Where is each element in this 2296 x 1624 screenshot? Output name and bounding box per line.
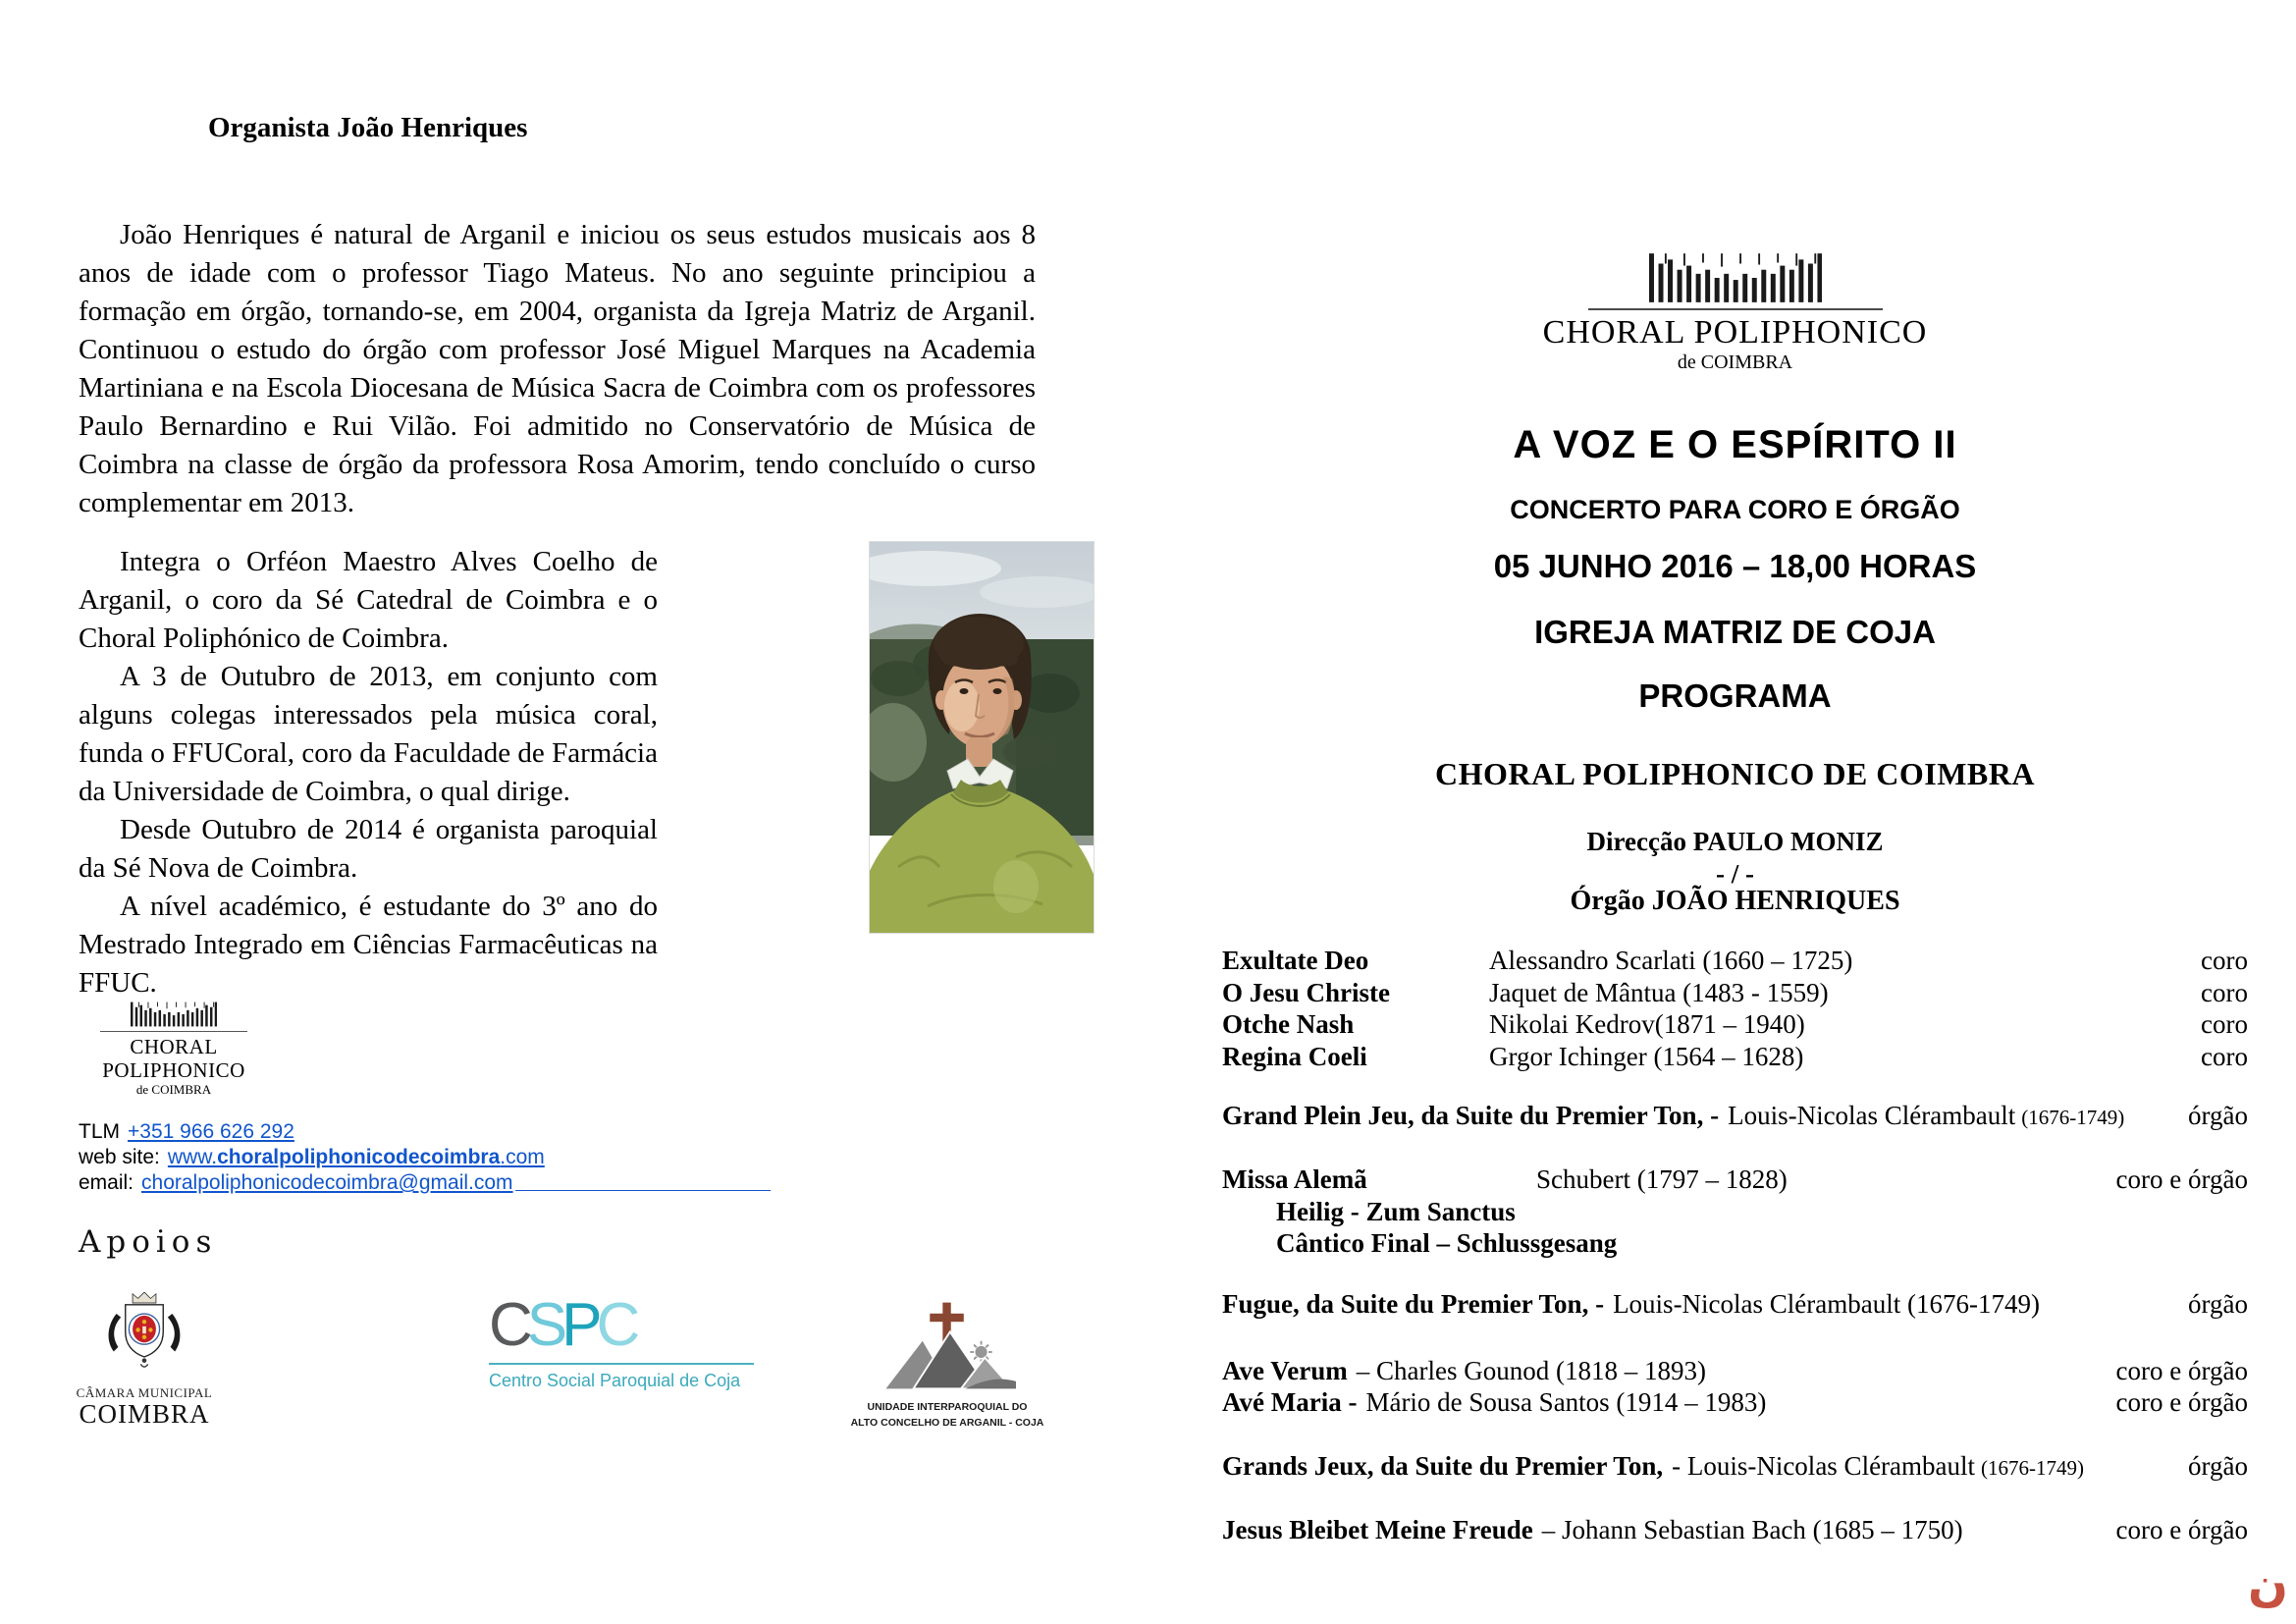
piece-performer: órgão [2188, 1289, 2248, 1319]
unidade-label-line1: UNIDADE INTERPAROQUIAL DO [867, 1401, 1028, 1413]
piece-performer: coro [2201, 1009, 2248, 1039]
unidade-label-line2: ALTO CONCELHO DE ARGANIL - COJA [850, 1417, 1044, 1429]
piece-title: Missa Alemã [1222, 1164, 1367, 1194]
logo-divider [1588, 308, 1883, 310]
piece-title: Grands Jeux, da Suite du Premier Ton, [1222, 1451, 1664, 1481]
piece-composer: - Louis-Nicolas Clérambault [1672, 1451, 1976, 1481]
email-label: email: [79, 1171, 134, 1194]
email-row [79, 1170, 771, 1196]
phone-link[interactable]: +351 966 626 292 [128, 1120, 294, 1143]
bio-paragraph-3: A 3 de Outubro de 2013, em conjunto com alguns colegas interessados pela música coral, funda o FFUCoral, coro da Faculdade de Farmácia da Universidade de Coimbra, o qual dirige. [79, 661, 658, 807]
piece-composer: Alessandro Scarlati (1660 – 1725) [1489, 946, 1853, 975]
piece-composer: – Charles Gounod (1818 – 1893) [1356, 1356, 1706, 1385]
choir-logo-subname: de COIMBRA [135, 1082, 212, 1097]
piece-title: Regina Coeli [1222, 1042, 1367, 1071]
ensemble-direction: Direcção PAULO MONIZ [1586, 827, 1884, 856]
choir-logo-name: CHORAL POLIPHONICO [1542, 314, 1928, 351]
piece-composer: Schubert (1797 – 1828) [1536, 1164, 1788, 1194]
email-link[interactable]: choralpoliphonicodecoimbra@gmail.com [141, 1171, 513, 1194]
program-page [1222, 0, 2248, 1624]
choir-logo-small [71, 1001, 277, 1097]
piece-title: Otche Nash [1222, 1009, 1355, 1039]
piece-composer: Mário de Sousa Santos (1914 – 1983) [1365, 1387, 1767, 1417]
organ-pipes-icon [1649, 253, 1822, 302]
camara-label: CÂMARA MUNICIPAL [76, 1385, 213, 1400]
program-row [1222, 1100, 2248, 1134]
piece-title: Exultate Deo [1222, 946, 1369, 975]
program-row [1222, 1450, 2248, 1485]
bio-paragraph-1: João Henriques é natural de Arganil e iniciou os seus estudos musicais aos 8 anos de idade com o professor Tiago Mateus. No ano seguinte principiou a formação em órgão, tornando-se, em 2004, organista da Igreja Matriz de Arganil. Continuou o estudo do órgão com professor José Miguel Marques na Academia Martiniana e na Escola Diocesana de Música Sacra de Coimbra com os professores Paulo Bernardino e Rui Vilão. Foi admitido no Conservatório de Música de Coimbra na classe de órgão da professora Rosa Amorim, tendo concluído o curso complementar em 2013. [79, 219, 1036, 518]
page-title: Organista João Henriques [208, 112, 528, 143]
phone-row [79, 1119, 771, 1145]
program-row [1222, 1514, 2248, 1546]
piece-title: Fugue, da Suite du Premier Ton, - [1222, 1289, 1605, 1319]
organ-pipes-icon [131, 1001, 217, 1027]
program-row [1222, 1008, 2248, 1041]
piece-performer: coro e órgão [2115, 1164, 2248, 1194]
coimbra-coat-of-arms-icon [103, 1292, 186, 1379]
program-subrow: Heilig - Zum Sanctus [1276, 1197, 1516, 1226]
piece-performer: coro [2201, 1042, 2248, 1071]
piece-title: O Jesu Christe [1222, 978, 1390, 1007]
piece-performer: coro e órgão [2115, 1356, 2248, 1385]
sponsor-cspc [489, 1291, 756, 1391]
piece-performer: coro [2201, 978, 2248, 1007]
website-label: web site: [79, 1146, 160, 1168]
ensemble-separator: - / - [1716, 859, 1754, 889]
choir-logo-large [1222, 253, 2248, 374]
piece-composer: Nikolai Kedrov(1871 – 1940) [1489, 1009, 1805, 1039]
phone-label: TLM [79, 1120, 120, 1143]
website-suffix: .com [500, 1146, 545, 1168]
website-link[interactable] [168, 1145, 545, 1170]
supports-heading: Apoios [79, 1224, 218, 1260]
concert-venue: IGREJA MATRIZ DE COJA [1534, 614, 1936, 650]
choir-logo-name: CHORAL POLIPHONICO [102, 1035, 245, 1082]
website-row [79, 1145, 771, 1170]
program-row [1222, 1355, 2248, 1387]
concert-subtitle: CONCERTO PARA CORO E ÓRGÃO [1510, 495, 1960, 524]
camara-city-label: COIMBRA [79, 1399, 210, 1429]
piece-performer: coro [2201, 946, 2248, 975]
composer-dates: (1676-1749) [1981, 1456, 2084, 1480]
organist-photo [869, 541, 1095, 934]
piece-composer: – Johann Sebastian Bach (1685 – 1750) [1541, 1515, 1963, 1544]
biography-page [76, 0, 1119, 1624]
mountains-cross-icon [879, 1296, 1016, 1394]
piece-title: Jesus Bleibet Meine Freude [1222, 1515, 1533, 1544]
composer-dates: (1676-1749) [2021, 1106, 2125, 1129]
website-domain: choralpoliphonicodecoimbra [217, 1146, 501, 1168]
cspc-letter-s: S [526, 1291, 562, 1359]
piece-performer: coro e órgão [2115, 1515, 2248, 1544]
logo-divider [100, 1031, 247, 1032]
piece-title: Ave Verum [1222, 1356, 1348, 1385]
program-row [1222, 1288, 2248, 1321]
ensemble-organist: Órgão JOÃO HENRIQUES [1570, 886, 1900, 916]
piece-performer: coro e órgão [2115, 1387, 2248, 1417]
piece-title: Avé Maria - [1222, 1387, 1358, 1417]
piece-composer: Louis-Nicolas Clérambault [1728, 1101, 2016, 1130]
cspc-divider [489, 1363, 754, 1365]
ensemble-name: CHORAL POLIPHONICO DE COIMBRA [1435, 756, 2035, 791]
contact-block [79, 1119, 771, 1196]
program-row [1222, 945, 2248, 977]
piece-performer: órgão [2188, 1101, 2248, 1130]
website-prefix: www. [167, 1146, 218, 1168]
concert-datetime: 05 JUNHO 2016 – 18,00 HORAS [1493, 548, 1977, 584]
cspc-letter-c1: C [489, 1291, 527, 1359]
program-subrow: Cântico Final – Schlussgesang [1276, 1228, 1618, 1258]
bio-paragraph-5: A nível académico, é estudante do 3º ano do Mestrado Integrado em Ciências Farmacêuticas na FFUC. [79, 891, 658, 999]
program-row [1222, 1386, 2248, 1419]
cspc-letter-p: P [561, 1291, 597, 1359]
bio-paragraph-4: Desde Outubro de 2014 é organista paroquial da Sé Nova de Coimbra. [79, 814, 658, 884]
program-heading: PROGRAMA [1638, 677, 1832, 714]
piece-composer: Jaquet de Mântua (1483 - 1559) [1489, 978, 1829, 1007]
bio-text-block [79, 543, 658, 1002]
piece-performer: órgão [2188, 1451, 2248, 1481]
cspc-caption: Centro Social Paroquial de Coja [489, 1371, 741, 1390]
program-row [1222, 1164, 2248, 1196]
concert-title: A VOZ E O ESPÍRITO II [1513, 423, 1957, 466]
choir-logo-subname: de COIMBRA [1677, 352, 1793, 373]
piece-composer: Louis-Nicolas Clérambault (1676-1749) [1613, 1289, 2040, 1319]
bio-paragraph-2: Integra o Orféon Maestro Alves Coelho de Arganil, o coro da Sé Catedral de Coimbra e o Choral Poliphónico de Coimbra. [79, 546, 658, 654]
watermark-glyph: ن [2248, 1557, 2288, 1612]
piece-composer: Grgor Ichinger (1564 – 1628) [1489, 1042, 1804, 1071]
piece-title: Grand Plein Jeu, da Suite du Premier Ton, - [1222, 1101, 1720, 1130]
email-underline-rule [515, 1190, 771, 1191]
sponsor-unidade-interparoquial [849, 1296, 1045, 1431]
cspc-letter-c2: C [596, 1291, 635, 1359]
program-row [1222, 1041, 2248, 1073]
program-row [1222, 977, 2248, 1009]
sponsor-camara-coimbra [51, 1292, 238, 1428]
cspc-logo-letters [489, 1291, 756, 1359]
